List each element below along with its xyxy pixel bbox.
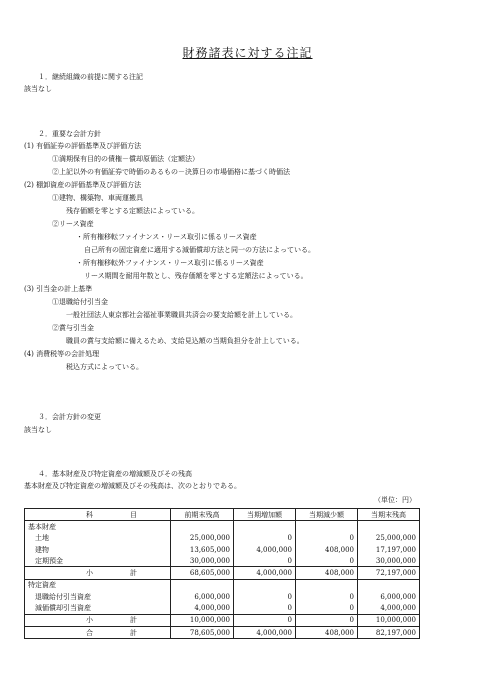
row-label: 定期預金	[25, 555, 171, 567]
cell-dec: 0	[296, 614, 358, 626]
cell-inc: 0	[234, 591, 296, 602]
policy-line: 残存価額を零とする定額法によっている。	[66, 207, 199, 215]
policy-line: (1) 有価証券の評価基準及び評価方法	[24, 142, 142, 150]
cell-prev: 4,000,000	[171, 602, 234, 614]
total-row	[25, 626, 420, 638]
cell-inc	[234, 579, 296, 591]
policy-line: 税込方式によっている。	[66, 363, 143, 371]
cell-prev	[171, 579, 234, 591]
row-label: 小 計	[25, 614, 171, 626]
cell-dec: 408,000	[296, 544, 358, 555]
cell-curr: 72,197,000	[358, 567, 420, 579]
table-header-row	[25, 509, 420, 521]
cell-dec: 408,000	[296, 626, 358, 638]
cell-dec: 0	[296, 602, 358, 614]
table-row	[25, 544, 420, 555]
header-inc: 当期増加額	[234, 509, 296, 521]
cell-curr	[358, 521, 420, 533]
policy-line: ①建物、構築物、車両運搬具	[52, 194, 143, 202]
header-prev: 前期末残高	[171, 509, 234, 521]
asset-balance-table	[24, 508, 420, 639]
cell-prev: 68,605,000	[171, 567, 234, 579]
policy-line: ・所有権移転ファイナンス・リース取引に係るリース資産	[76, 233, 257, 241]
cell-inc: 0	[234, 614, 296, 626]
section-3-heading: ３．会計方針の変更	[38, 413, 101, 421]
table-row	[25, 521, 420, 533]
section-1-body: 該当なし	[24, 85, 52, 93]
policy-line: 一般社団法人東京都社会福祉事業職員共済会の要支給額を計上している。	[66, 311, 297, 319]
policy-line: 職員の賞与支給額に備えるため、支給見込額の当期負担分を計上している。	[66, 337, 304, 345]
policy-line: 自己所有の固定資産に適用する減価償却方法と同一の方法によっている。	[84, 246, 315, 254]
cell-curr: 6,000,000	[358, 591, 420, 602]
row-label: 退職給付引当資産	[25, 591, 171, 602]
subtotal-row	[25, 567, 420, 579]
cell-curr	[358, 579, 420, 591]
cell-dec: 0	[296, 533, 358, 544]
cell-prev: 6,000,000	[171, 591, 234, 602]
cell-dec: 0	[296, 591, 358, 602]
table-row	[25, 533, 420, 544]
cell-curr: 82,197,000	[358, 626, 420, 638]
row-label: 合 計	[25, 626, 171, 638]
header-subject: 科 目	[25, 509, 171, 521]
cell-inc: 0	[234, 602, 296, 614]
policy-line: リース期間を耐用年数とし、残存価額を零とする定額法によっている。	[84, 272, 308, 280]
cell-curr: 30,000,000	[358, 555, 420, 567]
cell-dec	[296, 579, 358, 591]
cell-inc: 0	[234, 533, 296, 544]
cell-curr: 25,000,000	[358, 533, 420, 544]
cell-prev	[171, 521, 234, 533]
subtotal-row	[25, 614, 420, 626]
table-row	[25, 579, 420, 591]
section-3-body: 該当なし	[24, 426, 52, 434]
row-label: 減価償却引当資産	[25, 602, 171, 614]
cell-prev: 78,605,000	[171, 626, 234, 638]
policy-line: (3) 引当金の計上基準	[24, 285, 93, 293]
cell-prev: 10,000,000	[171, 614, 234, 626]
row-label: 基本財産	[25, 521, 171, 533]
row-label: 土地	[25, 533, 171, 544]
policy-line: ②上記以外の有価証券で時価のあるもの－決算日の市場価格に基づく時価法	[52, 168, 290, 176]
policy-line: ②リース資産	[52, 220, 94, 228]
row-label: 建物	[25, 544, 171, 555]
cell-curr: 17,197,000	[358, 544, 420, 555]
section-4-intro: 基本財産及び特定資産の増減額及びその残高は、次のとおりである。	[24, 482, 241, 490]
cell-dec: 0	[296, 555, 358, 567]
cell-dec: 408,000	[296, 567, 358, 579]
header-dec: 当期減少額	[296, 509, 358, 521]
cell-prev: 13,605,000	[171, 544, 234, 555]
section-2-heading: ２．重要な会計方針	[38, 130, 101, 138]
cell-inc: 0	[234, 555, 296, 567]
policy-line: ①満期保有目的の債権－償却原価法（定額法）	[52, 155, 199, 163]
cell-curr: 4,000,000	[358, 602, 420, 614]
policy-line: ②賞与引当金	[52, 324, 94, 332]
policy-line: (2) 棚卸資産の評価基準及び評価方法	[24, 181, 142, 189]
cell-curr: 10,000,000	[358, 614, 420, 626]
table-row	[25, 591, 420, 602]
table-row	[25, 602, 420, 614]
row-label: 小 計	[25, 567, 171, 579]
policy-line: ①退職給付引当金	[52, 298, 108, 306]
unit-label: （単位：円）	[374, 496, 416, 504]
header-curr: 当期末残高	[358, 509, 420, 521]
section-4-heading: ４．基本財産及び特定資産の増減額及びその残高	[38, 470, 192, 478]
cell-inc: 4,000,000	[234, 626, 296, 638]
section-1-heading: １．継続組織の前提に関する注記	[38, 73, 143, 81]
cell-prev: 25,000,000	[171, 533, 234, 544]
cell-inc	[234, 521, 296, 533]
cell-inc: 4,000,000	[234, 544, 296, 555]
row-label: 特定資産	[25, 579, 171, 591]
page-title: 財務諸表に対する注記	[182, 46, 313, 60]
cell-inc: 4,000,000	[234, 567, 296, 579]
policy-line: (4) 消費税等の会計処理	[24, 350, 100, 358]
cell-dec	[296, 521, 358, 533]
table-row	[25, 555, 420, 567]
cell-prev: 30,000,000	[171, 555, 234, 567]
policy-line: ・所有権移転外ファイナンス・リース取引に係るリース資産	[76, 259, 264, 267]
